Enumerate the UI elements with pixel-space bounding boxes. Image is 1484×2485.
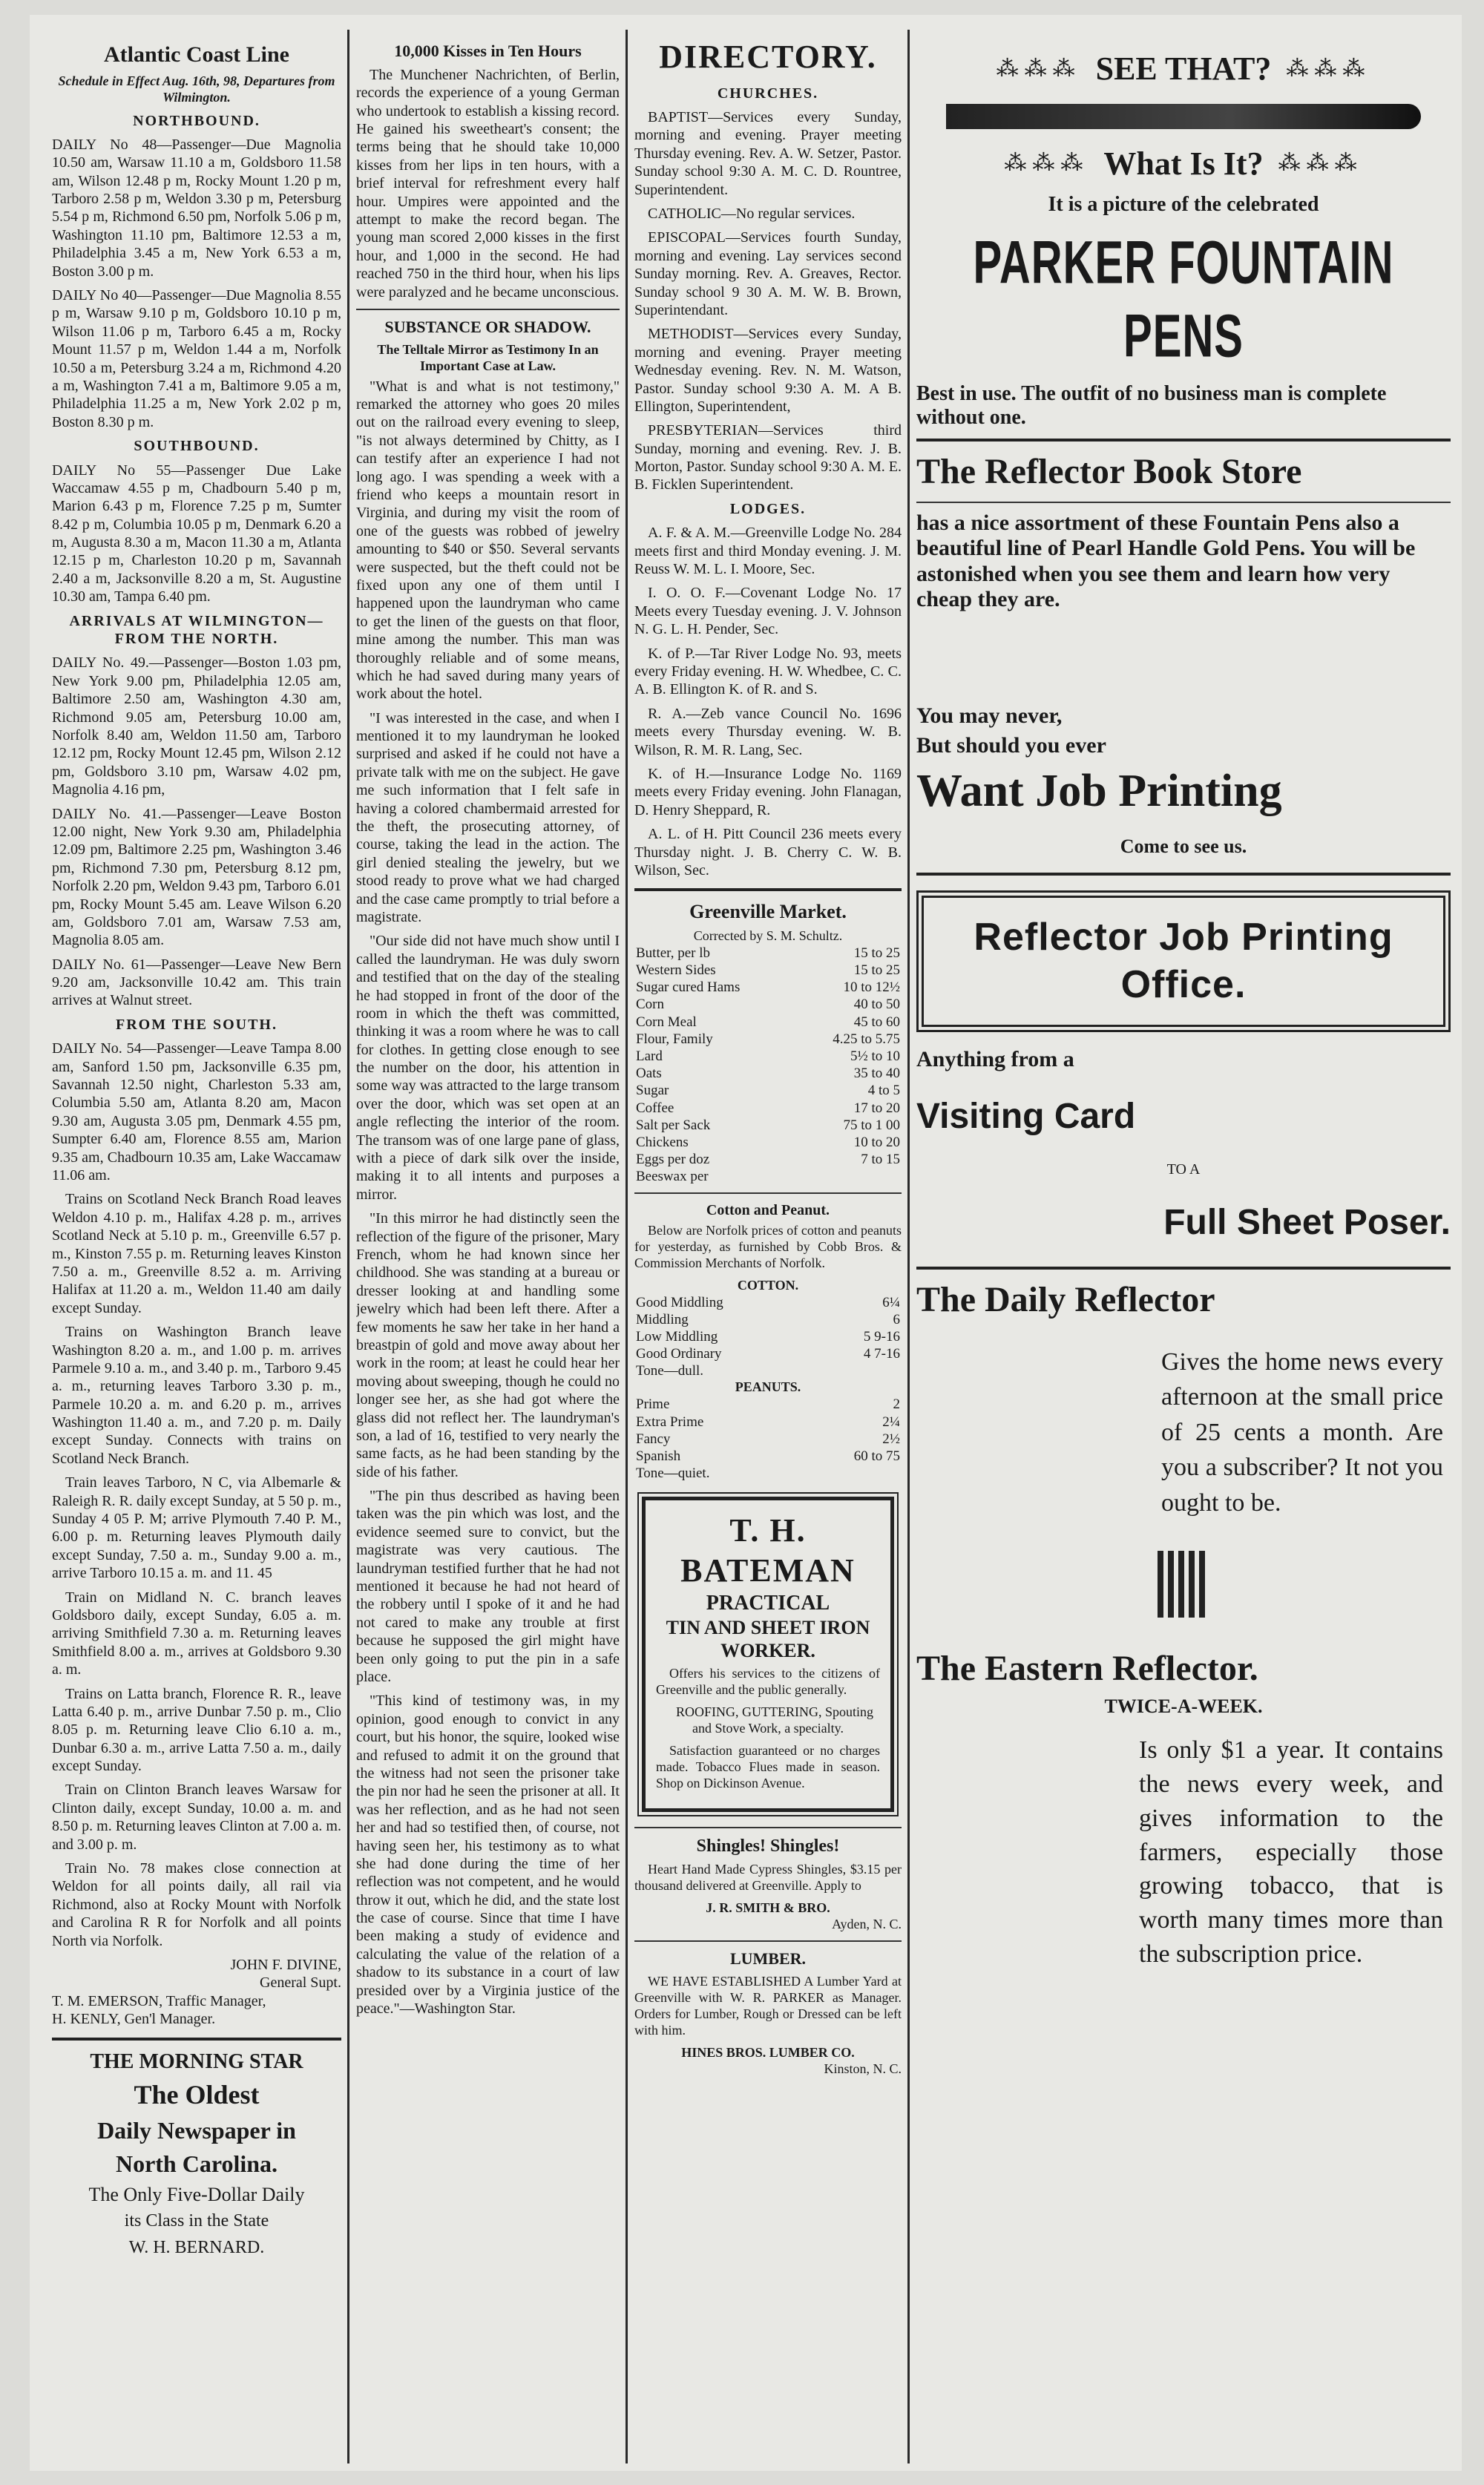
picture-of-line: It is a picture of the celebrated bbox=[1048, 193, 1319, 217]
full-sheet: Full Sheet Poser. bbox=[1163, 1202, 1451, 1242]
table-row bbox=[634, 1414, 902, 1431]
ad-line: The Oldest bbox=[134, 2079, 260, 2110]
schedule-entry: DAILY No 55—Passenger Due Lake Waccamaw 4.55 p m, Chadbourn 5.40 p m, Marion 6.43 p m, Florence 7.25 p m, Sumter 8.42 p m, Columbia 10.05 p m, Denmark 6.20 a m, Augusta 8.30 a m, Macon 11.30 a m, Atlanta 12.15 p m, Charleston 10.20 p m, Savannah 2.40 a m, Jacksonville 8.20 a m, St. Augustine 10.30 am, Tampa 6.40 pm. bbox=[52, 462, 341, 605]
what-is-it-row bbox=[916, 139, 1451, 188]
article-paragraph: "Our side did not have much show until I called the laundryman. He was duly sworn and testified that on the day of the stealing he had stopped in front of the door of the room in which the theft was committed, thinking it was a room where he was to call for clothes. In getting close enough to see the number on the door, his attention in some way was attracted to the large transom over the door, which was set open at an angle reflecting the interior of the room. The transom was of one large pane of glass, with a piece of dark silk over the inside, making it to all intents and purposes a mirror. bbox=[356, 933, 620, 1203]
divider bbox=[634, 1827, 902, 1828]
price-cell: 2½ bbox=[882, 1431, 900, 1447]
item-cell: Sugar cured Hams bbox=[636, 979, 741, 996]
railroad-column bbox=[52, 37, 341, 2456]
lodge-entry: K. of H.—Insurance Lodge No. 1169 meets every Friday evening. John Flanagan, D. Henry Sheppard, R. bbox=[634, 765, 902, 818]
table-row bbox=[634, 962, 902, 979]
price-cell: 2¼ bbox=[882, 1414, 900, 1430]
price-cell: 4 7-16 bbox=[863, 1346, 900, 1362]
best-in-use: Best in use. The outfit of no business man is complete without one. bbox=[916, 382, 1387, 430]
ad-paragraph: Offers his services to the citizens of Greenville and the public generally. bbox=[656, 1666, 880, 1698]
item-cell: Butter, per lb bbox=[636, 945, 711, 961]
table-row bbox=[634, 1151, 902, 1168]
price-cell: 5½ to 10 bbox=[850, 1048, 900, 1064]
peanut-subheading: PEANUTS. bbox=[735, 1379, 801, 1395]
schedule-note: Schedule in Effect Aug. 16th, 98, Departures from Wilmington. bbox=[58, 73, 335, 105]
table-row bbox=[634, 1362, 902, 1379]
ad-paragraph: Satisfaction guaranteed or no charges made. Tobacco Flues made in season. Shop on Dickinson Avenue. bbox=[656, 1743, 880, 1790]
divider bbox=[916, 439, 1451, 441]
signature: T. M. EMERSON, Traffic Manager, bbox=[52, 1992, 266, 2009]
come-see-line: Come to see us. bbox=[1120, 835, 1247, 857]
table-row bbox=[634, 1014, 902, 1031]
table-row bbox=[634, 979, 902, 996]
column-rule bbox=[347, 30, 349, 2463]
daily-paragraph: Gives the home news every afternoon at the small price of 25 cents a month. Are you a subscriber? It not you ought to be. bbox=[1161, 1347, 1443, 1517]
table-row bbox=[634, 996, 902, 1013]
signature: JOHN F. DIVINE, bbox=[230, 1957, 341, 1973]
divider bbox=[634, 1940, 902, 1942]
price-cell: 10 to 20 bbox=[853, 1134, 900, 1150]
article-paragraph: The Munchener Nachrichten, of Berlin, records the experience of a young German who undertook to establish a kissing record. He gained his sweetheart's consent; the terms being that he should take 10,000 kisses from her lips in ten hours, with a brief interval for refreshment every half hour. Umpires were appointed and the attempt to make the record began. The young man scored 2,000 kisses in the first hour, and 1,000 in the second. He had reached 750 in the third hour, when his lips were paralyzed and he became unconscious. bbox=[356, 66, 620, 301]
article-title: SUBSTANCE OR SHADOW. bbox=[384, 317, 591, 336]
ad-name: T. H. BATEMAN bbox=[680, 1512, 856, 1589]
article-paragraph: "In this mirror he had distinctly seen the reflection of the figure of the prisoner, Mary French, whom he had known since her childhood. She was standing at a bureau or dresser looking at and handling some jewelry which had been left there. After a few moments he saw her take in her hand a breastpin of gold and move away about her work in the room; at least he could hear her moving about sweeping, though he could no longer see her, as she had got where the glass did not reflect her. The laundryman's son, a lad of 16, testified to very nearly the same facts, as he had been standing by the side of his father. bbox=[356, 1210, 620, 1480]
section-subhead: LODGES. bbox=[729, 500, 807, 517]
church-entry: EPISCOPAL—Services fourth Sunday, morning and evening. Lay services second Sunday morning. Rev. A. Greaves, Rector. Sunday school 9 30 A. M. W. B. Brown, Superintendant. bbox=[634, 229, 902, 318]
job-office-heading: Reflector Job Printing Office. bbox=[974, 916, 1393, 1006]
table-row bbox=[634, 1294, 902, 1311]
article-paragraph: "What is and what is not testimony," remarked the attorney who goes 20 miles out on the railroad every evening to sleep, "is not always determined by Chitty, as I can testify after an experience I had not long ago. I was spending a week with a friend who keeps a mountain resort in Virginia, and during my visit the room of one of the guests was robbed of jewelry amounting to $40 or $50. Several servants were suspected, but the theft could not be fixed upon any one of them until I happened upon the laundryman who came to get the linen of the guests on that floor, mine among the number. This man was thoroughly reliable and of some means, which he had saved during many years of work about the hotel. bbox=[356, 378, 620, 703]
ornament-icon: ⁂⁂⁂ bbox=[996, 56, 1081, 81]
column-rule bbox=[626, 30, 628, 2463]
book-store-heading: The Reflector Book Store bbox=[916, 452, 1302, 492]
spacer bbox=[916, 617, 1451, 699]
directory-column bbox=[634, 37, 902, 2456]
branch-note: Train on Clinton Branch leaves Warsaw for Clinton daily, except Sunday, 10.00 a. m. and 8.50 p. m. Returning leaves Clinton at 7.00 a. m. and 3.00 p. m. bbox=[52, 1782, 341, 1853]
branch-note: Trains on Scotland Neck Branch Road leaves Weldon 4.10 p. m., Halifax 4.28 p. m., arrives Scotland Neck at 5.10 p. m., Greenville 6.57 p. m., Kinston 7.55 p. m. Returning leaves Kinston 7.50 a. m., Greenville 8.52 a. m. Arriving Halifax at 11.20 a. m., Weldon 11.40 am daily except Sunday. bbox=[52, 1191, 341, 1316]
bateman-ad bbox=[642, 1497, 894, 1812]
branch-note: Trains on Latta branch, Florence R. R., leave Latta 6.40 p. m., arrive Dunbar 7.50 p. m., Clio 8.05 p. m. Returning leave Clio 6.10 a. m., Dunbar 6.30 a. m., arrive Latta 7.50 a. m., daily except Sunday. bbox=[52, 1685, 341, 1775]
peanut-table bbox=[634, 1396, 902, 1482]
item-cell: Lard bbox=[636, 1048, 663, 1064]
item-cell: Good Middling bbox=[636, 1294, 723, 1310]
branch-note: Train on Midland N. C. branch leaves Goldsboro daily, except Sunday, 6.05 a. m. arriving Smithfield 7.30 a. m. Returning leaves Smithfield 8.00 a. m., arrives at Goldsboro 9.30 a. m. bbox=[52, 1589, 341, 1678]
table-row bbox=[634, 1345, 902, 1362]
lodge-entry: A. F. & A. M.—Greenville Lodge No. 284 meets first and third Monday evening. J. M. Reuss W. M. L. I. Moore, Sec. bbox=[634, 525, 902, 578]
price-cell: 40 to 50 bbox=[853, 997, 900, 1013]
price-cell bbox=[821, 1362, 902, 1379]
church-entry: BAPTIST—Services every Sunday, morning and evening. Prayer meeting Thursday evening. Rev. A. W. Setzer, Pastor. Sunday school 9:30 A. M. C. D. Rountree, Superintendent. bbox=[634, 109, 902, 198]
eastern-paragraph: Is only $1 a year. It contains the news every week, and gives information to the farmers, especially those growing tobacco, that is worth many times more than the subscription price. bbox=[1139, 1736, 1443, 1969]
ornament-icon: ⁂⁂⁂ bbox=[1286, 56, 1371, 81]
ad-line: its Class in the State bbox=[124, 2211, 269, 2231]
ad-signature: J. R. SMITH & BRO. bbox=[706, 1900, 830, 1916]
ornament-icon: ⁂⁂⁂ bbox=[1004, 151, 1089, 176]
see-that-heading: SEE THAT? bbox=[1095, 50, 1272, 87]
item-cell: Eggs per doz bbox=[636, 1152, 710, 1168]
divider bbox=[634, 1192, 902, 1194]
ad-paragraph: Heart Hand Made Cypress Shingles, $3.15 per thousand delivered at Greenville. Apply to bbox=[634, 1862, 902, 1894]
ad-line: PRACTICAL bbox=[706, 1591, 830, 1615]
branch-note: Train leaves Tarboro, N C, via Albemarle & Raleigh R. R. daily except Sunday, at 5 50 p. m., Sunday 4 05 P. M; arrive Plymouth 7.40 P. M., 6.00 p. m. Returning leaves Plymouth daily except Sunday, 7.50 a. m., Sunday 9.00 a. m., arrive Tarboro 10.15 a. m. and 11. 45 bbox=[52, 1474, 341, 1582]
price-cell: 6 bbox=[893, 1311, 900, 1327]
section-subhead: ARRIVALS AT WILMINGTON—FROM THE NORTH. bbox=[69, 612, 324, 648]
see-that-row bbox=[916, 45, 1451, 93]
cotton-heading: Cotton and Peanut. bbox=[706, 1202, 830, 1219]
but-should: But should you ever bbox=[916, 733, 1106, 758]
item-cell: Tone—dull. bbox=[636, 1363, 704, 1379]
market-table bbox=[634, 945, 902, 1185]
schedule-entry: DAILY No. 41.—Passenger—Leave Boston 12.00 night, New York 9.30 am, Philadelphia 12.09 pm, Baltimore 2.25 pm, Washington 3.46 pm, Richmond 7.30 pm, Petersburg 8.12 pm, Norfolk 2.20 pm, Weldon 9.43 pm, Tarboro 6.01 pm, Rocky Mount 5.45 am. Leave Wilson 6.20 am, Goldsboro 7.01 am, Warsaw 7.53 am, Magnolia 8.05 am. bbox=[52, 805, 341, 949]
table-row bbox=[634, 1465, 902, 1482]
cotton-table bbox=[634, 1294, 902, 1380]
section-subhead: NORTHBOUND. bbox=[133, 112, 260, 129]
eastern-heading: The Eastern Reflector. bbox=[916, 1648, 1258, 1688]
price-cell bbox=[797, 1465, 902, 1482]
item-cell: Middling bbox=[636, 1311, 689, 1327]
story-column bbox=[356, 37, 620, 2456]
item-cell: Spanish bbox=[636, 1448, 681, 1464]
church-entry: CATHOLIC—No regular services. bbox=[648, 206, 856, 223]
branch-note: Trains on Washington Branch leave Washington 8.20 a. m., and 1.00 p. m. arrives Parmele 9.10 a. m., and 3.40 p. m., Tarboro 9.45 a. m., returning leaves Tarboro 3.30 p. m., Parmele 10.20 a. m. and 6.20 p. m., arrives Washington 11.40 a. m., and 7.20 p. m. Daily except Sunday. Connects with trains on Scotland Neck Branch. bbox=[52, 1324, 341, 1467]
lodge-entry: A. L. of H. Pitt Council 236 meets every Thursday night. J. B. Cherry C. W. B. Wilson, Sec. bbox=[634, 826, 902, 879]
section-subhead: FROM THE SOUTH. bbox=[116, 1016, 278, 1033]
ad-heading: THE MORNING STAR bbox=[90, 2049, 303, 2073]
table-row bbox=[634, 1117, 902, 1134]
article-paragraph: "The pin thus described as having been taken was the pin which was lost, and the evidence seemed sure to convict, but the magistrate was very cautious. The laundryman testified further that he had not mentioned it because he had not heard of the robbery until I spoke of it and he had not cared to make any trouble at first because he supposed the girl might have been only going to put the pin in a safe place. bbox=[356, 1488, 620, 1685]
section-subhead: SOUTHBOUND. bbox=[134, 438, 260, 455]
item-cell: Oats bbox=[636, 1066, 662, 1082]
price-cell: 4.25 to 5.75 bbox=[833, 1031, 900, 1047]
ad-signature: HINES BROS. LUMBER CO. bbox=[681, 2044, 855, 2060]
ornament-icon bbox=[1158, 1551, 1209, 1618]
parker-heading: PARKER FOUNTAIN PENS bbox=[973, 229, 1394, 370]
column-title: Atlantic Coast Line bbox=[104, 42, 289, 67]
daily-heading: The Daily Reflector bbox=[916, 1280, 1215, 1320]
item-cell: Tone—quiet. bbox=[636, 1465, 710, 1482]
table-row bbox=[634, 1082, 902, 1099]
item-cell: Low Middling bbox=[636, 1328, 718, 1345]
signature: H. KENLY, Gen'l Manager. bbox=[52, 2011, 216, 2028]
may-never: You may never, bbox=[916, 703, 1063, 728]
schedule-entry: DAILY No 48—Passenger—Due Magnolia 10.50 am, Warsaw 11.10 a m, Goldsboro 11.58 am, Wilson 12.48 p m, Rocky Mount 1.20 p m, Tarboro 2.58 p m, Weldon 3.30 p m, Petersburg 5.54 p m, Richmond 6.50 pm, Norfolk 5.06 p m, Washington 11.10 pm, Baltimore 12.53 a m, Philadelphia 3.45 a m, New York 6.53 a m, Boston 3.00 p m. bbox=[52, 136, 341, 280]
article-paragraph: "This kind of testimony was, in my opinion, good enough to convict in any court, but his honor, the squire, looked wise and refused to admit it on the ground that the witness had not seen the prisoner take the pin nor had he seen the prisoner at all. It was her reflection, and as he had not seen her and had so testified then, of course, not having seen her, his testimony as to what she had done during the time of her reflection was not competent, and he would throw it out, which he did, and the state lost the case of course. Since that time I have been making a study of evidence and calculating the value of the relation of a shadow to its substance in a court of law presided over by a Virginia justice of the peace."—Washington Star. bbox=[356, 1693, 620, 2018]
divider bbox=[52, 2038, 341, 2041]
cotton-subheading: COTTON. bbox=[737, 1277, 799, 1293]
item-cell: Good Ordinary bbox=[636, 1346, 722, 1362]
table-row bbox=[634, 1031, 902, 1048]
schedule-entry: DAILY No. 61—Passenger—Leave New Bern 9.20 am, Jacksonville 10.42 am. This train arrives at Walnut street. bbox=[52, 956, 341, 1009]
directory-title: DIRECTORY. bbox=[659, 39, 877, 75]
item-cell: Fancy bbox=[636, 1431, 671, 1447]
divider bbox=[916, 502, 1451, 503]
table-row bbox=[634, 945, 902, 962]
price-cell: 6¼ bbox=[882, 1294, 900, 1310]
table-row bbox=[634, 1168, 902, 1185]
job-office-frame bbox=[916, 890, 1451, 1032]
ad-heading: Shingles! Shingles! bbox=[696, 1836, 840, 1856]
church-entry: METHODIST—Services every Sunday, morning and evening. Prayer meeting Wednesday evening. Rev. N. M. Watson, Pastor. Sunday school 9:30 A. M. A B. Ellington, Superintendent, bbox=[634, 326, 902, 415]
want-job-heading: Want Job Printing bbox=[916, 765, 1282, 816]
book-store-paragraph: has a nice assortment of these Fountain Pens also a beautiful line of Pearl Handle Gold Pens. You will be astonished when you see them and learn how very cheap they are. bbox=[916, 510, 1416, 612]
ad-paragraph: ROOFING, GUTTERING, Spouting and Stove Work, a specialty. bbox=[675, 1704, 873, 1736]
item-cell: Coffee bbox=[636, 1100, 674, 1116]
item-cell: Salt per Sack bbox=[636, 1117, 711, 1133]
what-is-it-heading: What Is It? bbox=[1103, 145, 1264, 182]
table-row bbox=[634, 1065, 902, 1082]
article-paragraph: "I was interested in the case, and when I mentioned it to my laundryman he looked surprised and asked if he could not have a private talk with me on the subject. He gave me such information that I felt safe in having a colored chambermaid arrested for the theft, the prosecuting attorney, of course, taking the lead in the action. The girl denied stealing the jewelry, but we stood ready to prove what we had charged and the case came promptly to trial before a magistrate. bbox=[356, 709, 620, 925]
market-subheading: Corrected by S. M. Schultz. bbox=[693, 928, 843, 944]
cotton-intro: Below are Norfolk prices of cotton and peanuts for yesterday, as furnished by Cobb Bros. & Commission Merchants of Norfolk. bbox=[634, 1222, 902, 1270]
divider bbox=[356, 309, 620, 310]
ad-signature: Ayden, N. C. bbox=[832, 1916, 902, 1931]
table-row bbox=[634, 1431, 902, 1448]
schedule-entry: DAILY No 40—Passenger—Due Magnolia 8.55 p m, Warsaw 9.10 p m, Goldsboro 10.10 p m, Wilson 11.06 p m, Tarboro 6.45 a m, Rocky Mount 11.57 p m, Weldon 1.44 a m, Norfolk 10.50 a m, Petersburg 3.24 a m, Richmond 4.20 a m, Washington 7.41 a m, Baltimore 9.05 a m, Philadelphia 11.25 a m, New York 2.02 p m, Boston 8.30 p m. bbox=[52, 287, 341, 430]
price-cell: 45 to 60 bbox=[853, 1014, 900, 1030]
price-cell: 60 to 75 bbox=[853, 1448, 900, 1464]
item-cell: Extra Prime bbox=[636, 1414, 704, 1430]
price-cell bbox=[795, 1168, 902, 1185]
article-title: 10,000 Kisses in Ten Hours bbox=[394, 42, 582, 60]
price-cell: 2 bbox=[893, 1396, 900, 1413]
ad-paragraph: WE HAVE ESTABLISHED A Lumber Yard at Greenville with W. R. PARKER as Manager. Orders for Lumber, Rough or Dressed can be left with him. bbox=[634, 1973, 902, 2038]
visiting-card: Visiting Card bbox=[916, 1096, 1136, 1136]
divider bbox=[916, 1267, 1451, 1270]
price-cell: 75 to 1 00 bbox=[843, 1117, 900, 1133]
item-cell: Corn Meal bbox=[636, 1014, 697, 1030]
ads-column bbox=[916, 37, 1451, 2456]
lodge-entry: I. O. O. F.—Covenant Lodge No. 17 Meets every Tuesday evening. J. V. Johnson N. G. L. H. Pender, Sec. bbox=[634, 585, 902, 638]
item-cell: Sugar bbox=[636, 1083, 669, 1099]
signature-title: General Supt. bbox=[260, 1974, 341, 1992]
ad-heading: LUMBER. bbox=[729, 1949, 807, 1968]
ad-line: TIN AND SHEET IRON bbox=[666, 1616, 870, 1638]
column-rule bbox=[907, 30, 910, 2463]
ad-line: The Only Five-Dollar Daily bbox=[88, 2183, 305, 2205]
table-row bbox=[634, 1311, 902, 1328]
divider bbox=[916, 873, 1451, 876]
table-row bbox=[634, 1048, 902, 1065]
ad-line: WORKER. bbox=[720, 1640, 815, 1662]
table-row bbox=[634, 1448, 902, 1465]
anything-from: Anything from a bbox=[916, 1047, 1074, 1072]
ornament-icon: ⁂⁂⁂ bbox=[1278, 151, 1363, 176]
price-cell: 10 to 12½ bbox=[843, 979, 900, 996]
price-cell: 15 to 25 bbox=[853, 945, 900, 961]
newspaper-page bbox=[30, 15, 1462, 2471]
ad-signature: Kinston, N. C. bbox=[824, 2061, 902, 2076]
table-row bbox=[634, 1100, 902, 1117]
price-cell: 15 to 25 bbox=[853, 962, 900, 979]
table-row bbox=[634, 1328, 902, 1345]
ad-line: North Carolina. bbox=[115, 2150, 278, 2177]
to-a: TO A bbox=[1166, 1161, 1201, 1178]
fountain-pen-icon bbox=[946, 104, 1421, 129]
price-cell: 35 to 40 bbox=[853, 1066, 900, 1082]
ad-line: Daily Newspaper in bbox=[97, 2116, 296, 2144]
section-subhead: CHURCHES. bbox=[717, 85, 819, 102]
ad-line: W. H. BERNARD. bbox=[128, 2237, 265, 2257]
item-cell: Corn bbox=[636, 997, 664, 1013]
article-subtitle: The Telltale Mirror as Testimony In an Important Case at Law. bbox=[377, 341, 599, 373]
market-heading: Greenville Market. bbox=[689, 901, 847, 923]
schedule-entry: DAILY No. 49.—Passenger—Boston 1.03 pm, New York 9.00 pm, Philadelphia 12.05 am, Baltimore 2.50 am, Washington 4.30 am, Richmond 9.05 am, Petersburg 10.00 am, Norfolk 8.40 am, Weldon 11.50 am, Tarboro 12.12 pm, Rocky Mount 12.45 pm, Wilson 2.12 pm, Goldsboro 3.10 pm, Warsaw 4.02 pm, Magnolia 4.16 pm, bbox=[52, 654, 341, 798]
divider bbox=[634, 888, 902, 891]
table-row bbox=[634, 1134, 902, 1151]
twice-a-week: TWICE-A-WEEK. bbox=[1104, 1695, 1263, 1718]
item-cell: Chickens bbox=[636, 1134, 689, 1150]
price-cell: 7 to 15 bbox=[861, 1152, 900, 1168]
price-cell: 4 to 5 bbox=[867, 1083, 900, 1099]
item-cell: Prime bbox=[636, 1396, 670, 1413]
price-cell: 17 to 20 bbox=[853, 1100, 900, 1116]
branch-note: Train No. 78 makes close connection at Weldon for all points daily, all rail via Richmond, also at Rocky Mount with Norfolk and Carolina R R for Norfolk and all points North via Norfolk. bbox=[52, 1860, 341, 1949]
item-cell: Beeswax per bbox=[636, 1169, 709, 1185]
item-cell: Western Sides bbox=[636, 962, 716, 979]
church-entry: PRESBYTERIAN—Services third Sunday, morning and evening. Rev. J. B. Morton, Pastor. Sunday school 9:30 A. M. E. B. Ficklen Superintendent. bbox=[634, 422, 902, 493]
lodge-entry: K. of P.—Tar River Lodge No. 93, meets every Friday evening. H. W. Whedbee, C. C. A. B. Ellington K. of R. and S. bbox=[634, 645, 902, 698]
schedule-entry: DAILY No. 54—Passenger—Leave Tampa 8.00 am, Sanford 1.50 pm, Jacksonville 6.35 pm, Savannah 12.50 night, Charleston 5.33 am, Columbia 5.50 am, Atlanta 8.20 am, Macon 9.30 am, Augusta 3.05 pm, Denmark 4.55 pm, Sumpter 6.40 am, Florence 8.55 am, Marion 9.35 am, Chadbourn 10.35 am, Lake Waccamaw 11.06 am. bbox=[52, 1040, 341, 1184]
table-row bbox=[634, 1396, 902, 1413]
lodge-entry: R. A.—Zeb vance Council No. 1696 meets every Thursday evening. W. B. Wilson, R. M. R. Lang, Sec. bbox=[634, 705, 902, 758]
price-cell: 5 9-16 bbox=[863, 1328, 900, 1345]
item-cell: Flour, Family bbox=[636, 1031, 713, 1047]
